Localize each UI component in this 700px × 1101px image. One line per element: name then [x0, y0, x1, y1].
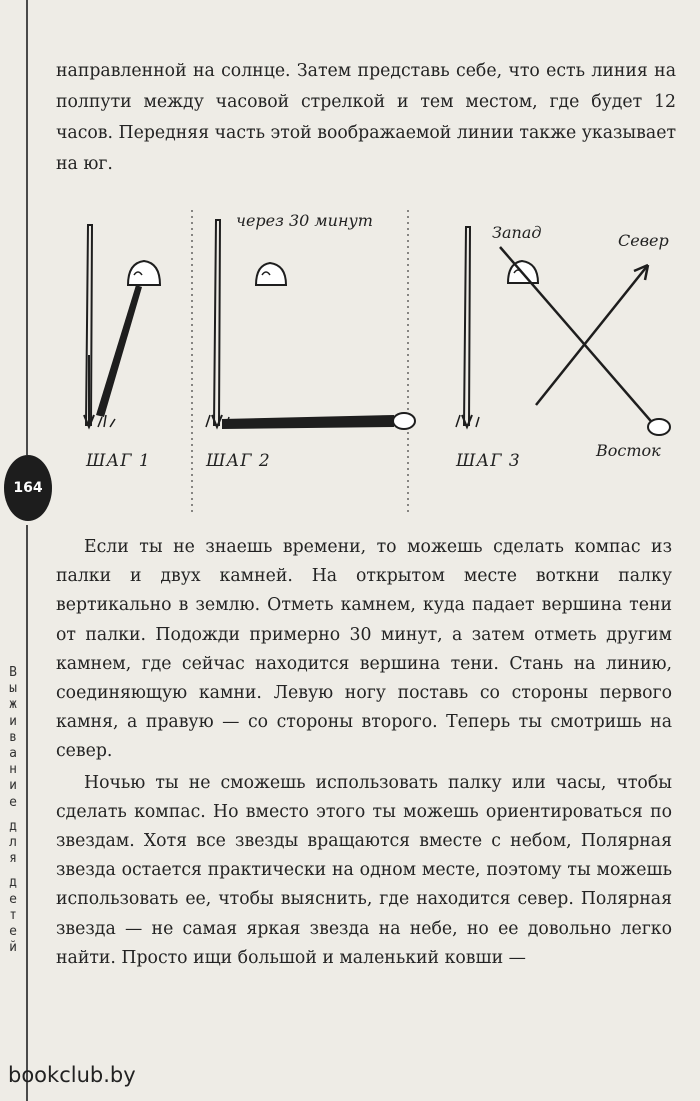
step2-stone-first — [256, 263, 286, 285]
step1-stick — [84, 225, 115, 427]
paragraph-text: Ночью ты не сможешь использовать палку или часы, чтобы сделать компас. Но вместо этого ты можешь ориентироваться по звездам. Хотя все звезды вращаются вместе с небом, Полярная звезда остается практически на одном месте, поэтому ты можешь использовать ее, чтобы выяснить, где находится север. Полярная звезда — не самая яркая звезда на небе, но ее довольно легко найти. Просто ищи большой и маленький ковши — — [56, 772, 672, 968]
spine-title — [2, 665, 24, 956]
spine-word: д е т е й — [9, 875, 17, 956]
top-paragraph — [56, 56, 676, 180]
spine-word: д л я — [9, 818, 17, 867]
site-watermark: bookclub.by — [8, 1063, 136, 1087]
page-number-badge: 164 — [4, 455, 52, 521]
step1-stone — [128, 261, 160, 285]
margin-rule — [26, 0, 28, 455]
after-30-minutes-label: через 30 минут — [236, 211, 373, 230]
paragraph-text: Если ты не знаешь времени, то можешь сделать компас из палки и двух камней. На открытом месте воткни палку вертикально в землю. Отметь камнем, куда падает вершина тени от палки. Подожди примерно 30 минут, а затем отметь другим камнем, где сейчас находится вершина тени. Стань на линию, соединяющую камни. Левую ногу поставь со стороны первого камня, а правую — со стороны второго. Теперь ты смотришь на север. — [56, 537, 672, 762]
step2-stick — [206, 220, 229, 427]
west-label: Запад — [492, 223, 542, 242]
north-arrow — [536, 265, 648, 405]
margin-rule — [26, 525, 28, 1101]
shadow-stick-compass-figure — [56, 205, 686, 520]
step1-shadow — [96, 285, 142, 417]
step-3-label: ШАГ 3 — [456, 451, 521, 471]
step-2-label: ШАГ 2 — [206, 451, 271, 471]
east-label: Восток — [596, 441, 661, 460]
step-1-label: ШАГ 1 — [86, 451, 151, 471]
step3-west-east-line — [500, 247, 656, 427]
paragraph-text: направленной на солнце. Затем представь себе, что есть линия на полпути между часовой стрелкой и тем местом, где будет 12 часов. Передняя часть этой воображаемой линии также указывает на юг. — [56, 61, 676, 174]
north-label: Север — [618, 231, 669, 250]
main-text — [56, 533, 672, 973]
step2-shadow — [222, 415, 394, 429]
figure-drawing — [56, 205, 686, 520]
step2-stone-second — [393, 413, 415, 429]
step3-stone-east — [648, 419, 670, 435]
step3-stick — [456, 227, 479, 427]
spine-word: В ы ж и в а н и е — [9, 665, 17, 810]
